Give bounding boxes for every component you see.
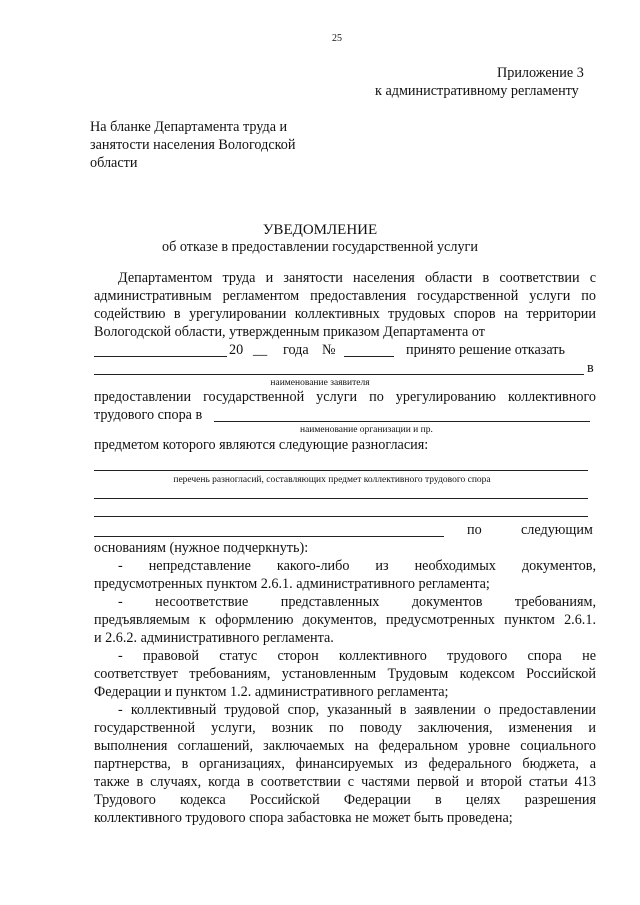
list-item-text: соответствует требованиям, установленным Трудовым кодексом Российской [94,666,596,682]
list-item [94,737,596,755]
grounds-po: по [467,522,482,538]
list-item: и 2.6.2. административного регламента. [94,630,334,646]
letterhead-line: области [90,155,138,171]
applicant-caption: наименование заявителя [270,378,370,388]
list-item-text: предъявляемым к оформлению документов, предусмотренных пунктом 2.6.1. [94,612,596,628]
year-word: года [283,342,309,358]
list-item [94,755,596,773]
document-subtitle: об отказе в предоставлении государственной услуги [162,239,478,255]
paragraph-line [94,287,596,305]
disagreements-caption: перечень разногласий, составляющих предмет коллективного трудового спора [173,475,491,485]
order-number-blank[interactable] [344,356,394,357]
disagreements-blank[interactable] [94,516,588,517]
list-item-text: - непредставление какого-либо из необходимых документов, [118,558,596,574]
list-item-text: также в случаях, когда в соответствии с частями первой и второй статьи 413 [94,774,596,790]
paragraph-line [118,269,596,287]
organization-caption: наименование организации и пр. [300,425,433,435]
paragraph-text: Вологодской области, утвержденным приказом Департамента от [94,324,485,340]
list-item-text: - правовой статус сторон коллективного трудового спора не [118,648,596,664]
list-item [118,557,596,575]
paragraph-text: предоставлении государственной услуги по урегулированию коллективного [94,389,596,405]
list-item [94,791,596,809]
number-sign: № [322,342,336,358]
paragraph-line [94,323,596,341]
list-item-text: государственной услуги, возник по поводу заключения, изменения и [94,720,596,736]
list-item [94,665,596,683]
applicant-blank[interactable] [94,374,584,375]
disagreements-blank[interactable] [94,536,444,537]
list-item [118,593,596,611]
page-number: 25 [332,33,342,44]
date-year-blank: __ [253,342,268,358]
paragraph-line: трудового спора в [94,407,203,423]
paragraph-text: содействию в урегулировании коллективных трудовых споров на территории [94,306,596,322]
letterhead-line: На бланке Департамента труда и [90,119,288,135]
date-year: 20 [229,342,244,358]
in-word: в [587,360,594,376]
list-item-text: Трудового кодекса Российской Федерации в целях разрешения [94,792,596,808]
paragraph-line [94,305,596,323]
list-item [94,719,596,737]
document-title: УВЕДОМЛЕНИЕ [262,222,378,238]
list-item [118,647,596,665]
letterhead-line: занятости населения Вологодской [90,137,296,153]
list-item: коллективного трудового спора забастовка не может быть проведена; [94,810,513,826]
decision-text: принято решение отказать [406,342,565,358]
list-item-text: - коллективный трудовой спор, указанный в заявлении о предоставлении [118,702,596,718]
paragraph-text: Департаментом труда и занятости населения области в соответствии с [118,270,596,286]
disagreements-intro: предметом которого являются следующие разногласия: [94,437,429,453]
grounds-next: следующим [521,522,593,538]
list-item [94,611,596,629]
list-item-text: - несоответствие представленных документов требованиям, [118,594,596,610]
list-item-text: выполнения соглашений, заключаемых на федеральном уровне социального [94,738,596,754]
list-item-text: партнерства, в организациях, финансируемых из федерального бюджета, а [94,756,596,772]
disagreements-blank[interactable] [94,470,588,471]
organization-blank[interactable] [214,421,590,422]
disagreements-blank[interactable] [94,498,588,499]
appendix-reference: к административному регламенту [375,83,579,99]
date-day-blank[interactable] [94,356,227,357]
list-item [94,773,596,791]
paragraph-line [94,388,596,406]
list-item: Федерации и пунктом 1.2. административного регламента; [94,684,449,700]
list-item: предусмотренных пунктом 2.6.1. административного регламента; [94,576,490,592]
list-item [118,701,596,719]
appendix-label: Приложение 3 [497,65,584,81]
grounds-label: основаниям (нужное подчеркнуть): [94,540,309,556]
paragraph-text: административным регламентом предоставления государственной услуги по [94,288,596,304]
